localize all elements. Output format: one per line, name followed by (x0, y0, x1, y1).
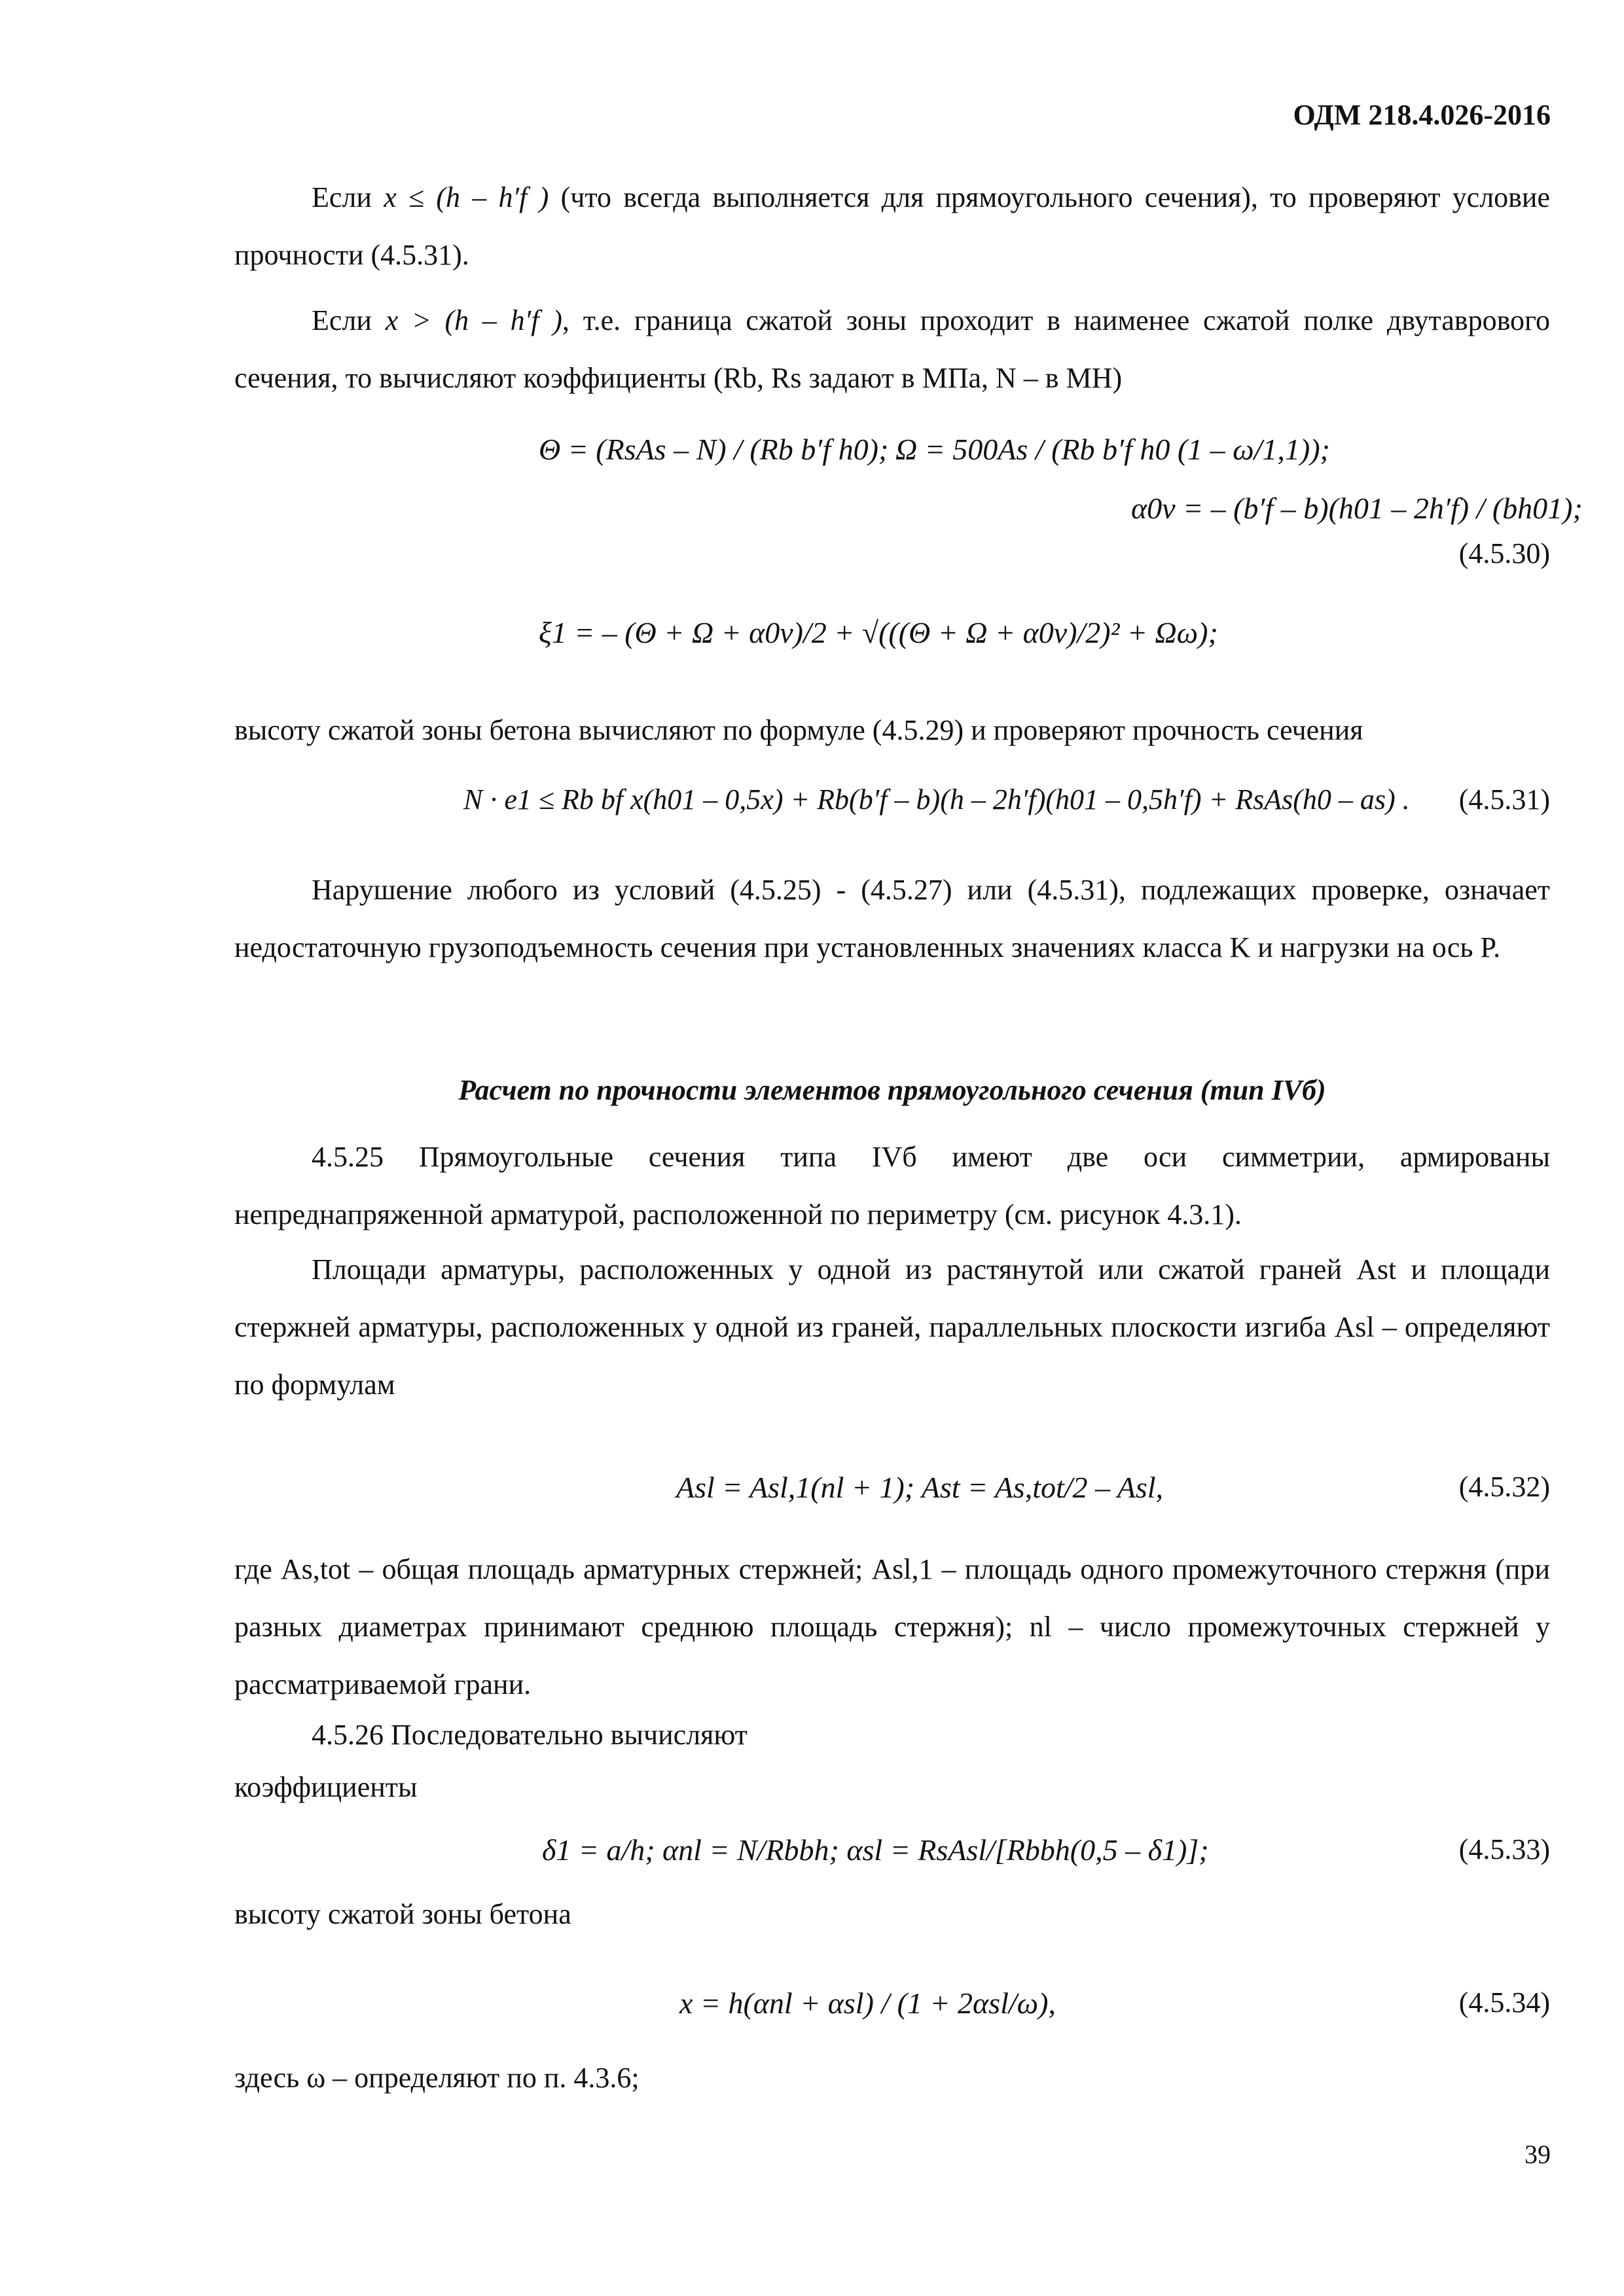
para2-condition: x > (h – h′f ) (385, 304, 562, 336)
equation-4-5-32 (234, 1470, 1550, 1522)
eq30-number: (4.5.30) (1458, 537, 1550, 569)
paragraph-coefficients: коэффициенты (234, 1771, 418, 1803)
paragraph-violation: Нарушение любого из условий (4.5.25) - (4.5.27) или (4.5.31), подлежащих проверке, означает недостаточную грузоподъемность сечения при установленных значениях класса K и нагрузки на ось P. (234, 874, 1550, 963)
equation-4-5-31 (234, 783, 1550, 835)
eq31-body: N · e1 ≤ Rb bf x(h01 – 0,5x) + Rb(b′f – b)(h – 2h′f)(h01 – 0,5h′f) + RsAs(h0 – as) . (463, 783, 1410, 816)
para2-text: , т.е. граница сжатой зоны проходит в наименее сжатой полке двутаврового сечения, то вычисляют коэффициенты (Rb, Rs задают в МПа, N – в МН) (234, 304, 1551, 394)
eq34-body: x = h(αnl + αsl) / (1 + 2αsl/ω), (679, 1986, 1056, 2020)
para1-text: (что всегда выполняется для прямоугольного сечения), то проверяют условие прочности (4.5.31). (234, 181, 1551, 271)
paragraph-where: где As,tot – общая площадь арматурных стержней; Asl,1 – площадь одного промежуточного стержня (при разных диаметрах принимают среднюю площадь стержня); nl – число промежуточных стержней у рассматриваемой грани. (234, 1553, 1550, 1700)
eq30-xi: ξ1 = – (Θ + Ω + α0v)/2 + √(((Θ + Ω + α0v)/2)² + Ωω); (539, 616, 1218, 649)
eq30-alpha: α0v = – (b′f – b)(h01 – 2h′f) / (bh01); (1131, 492, 1583, 525)
paragraph-reinforcement-areas: Площади арматуры, расположенных у одной из растянутой или сжатой граней Ast и площади стержней арматуры, расположенных у одной из граней, параллельных плоскости изгиба Asl – определяют по формулам (234, 1253, 1550, 1401)
para1-condition: x ≤ (h – h′f ) (384, 181, 549, 213)
eq34-number: (4.5.34) (1458, 1986, 1550, 2018)
page-number: 39 (1525, 2140, 1551, 2169)
eq32-number: (4.5.32) (1458, 1471, 1550, 1503)
paragraph-height: высоту сжатой зоны бетона (234, 1898, 571, 1930)
paragraph-4-5-25: 4.5.25 Прямоугольные сечения типа IVб имеют две оси симметрии, армированы непреднапряженной арматурой, расположенной по периметру (см. рисунок 4.3.1). (234, 1141, 1550, 1230)
paragraph-4-5-26: 4.5.26 Последовательно вычисляют (312, 1719, 748, 1751)
para2-lead: Если (312, 304, 372, 336)
section-heading: Расчет по прочности элементов прямоугольного сечения (тип IVб) (458, 1074, 1326, 1106)
paragraph-condition-1 (234, 169, 1550, 284)
eq32-body: Asl = Asl,1(nl + 1); Ast = As,tot/2 – Asl, (676, 1471, 1163, 1504)
eq30-omega: Ω = 500As / (Rb b′f h0 (1 – ω/1,1)); (895, 433, 1330, 466)
eq33-number: (4.5.33) (1458, 1833, 1550, 1865)
paragraph-condition-2 (234, 292, 1550, 407)
equation-4-5-34 (234, 1986, 1550, 2038)
paragraph-omega-note: здесь ω – определяют по п. 4.3.6; (234, 2062, 640, 2094)
para1-lead: Если (312, 181, 372, 213)
document-id-header: ОДМ 218.4.026-2016 (1293, 99, 1551, 131)
eq33-body: δ1 = a/h; αnl = N/Rbbh; αsl = RsAsl/[Rbbh(0,5 – δ1)]; (542, 1833, 1209, 1867)
eq30-theta: Θ = (RsAs – N) / (Rb b′f h0); (539, 433, 889, 466)
equation-4-5-33 (234, 1833, 1550, 1885)
paragraph-compute-height: высоту сжатой зоны бетона вычисляют по формуле (4.5.29) и проверяют прочность сечения (234, 714, 1363, 746)
equation-4-5-30 (234, 432, 1583, 707)
eq31-number: (4.5.31) (1458, 783, 1550, 816)
